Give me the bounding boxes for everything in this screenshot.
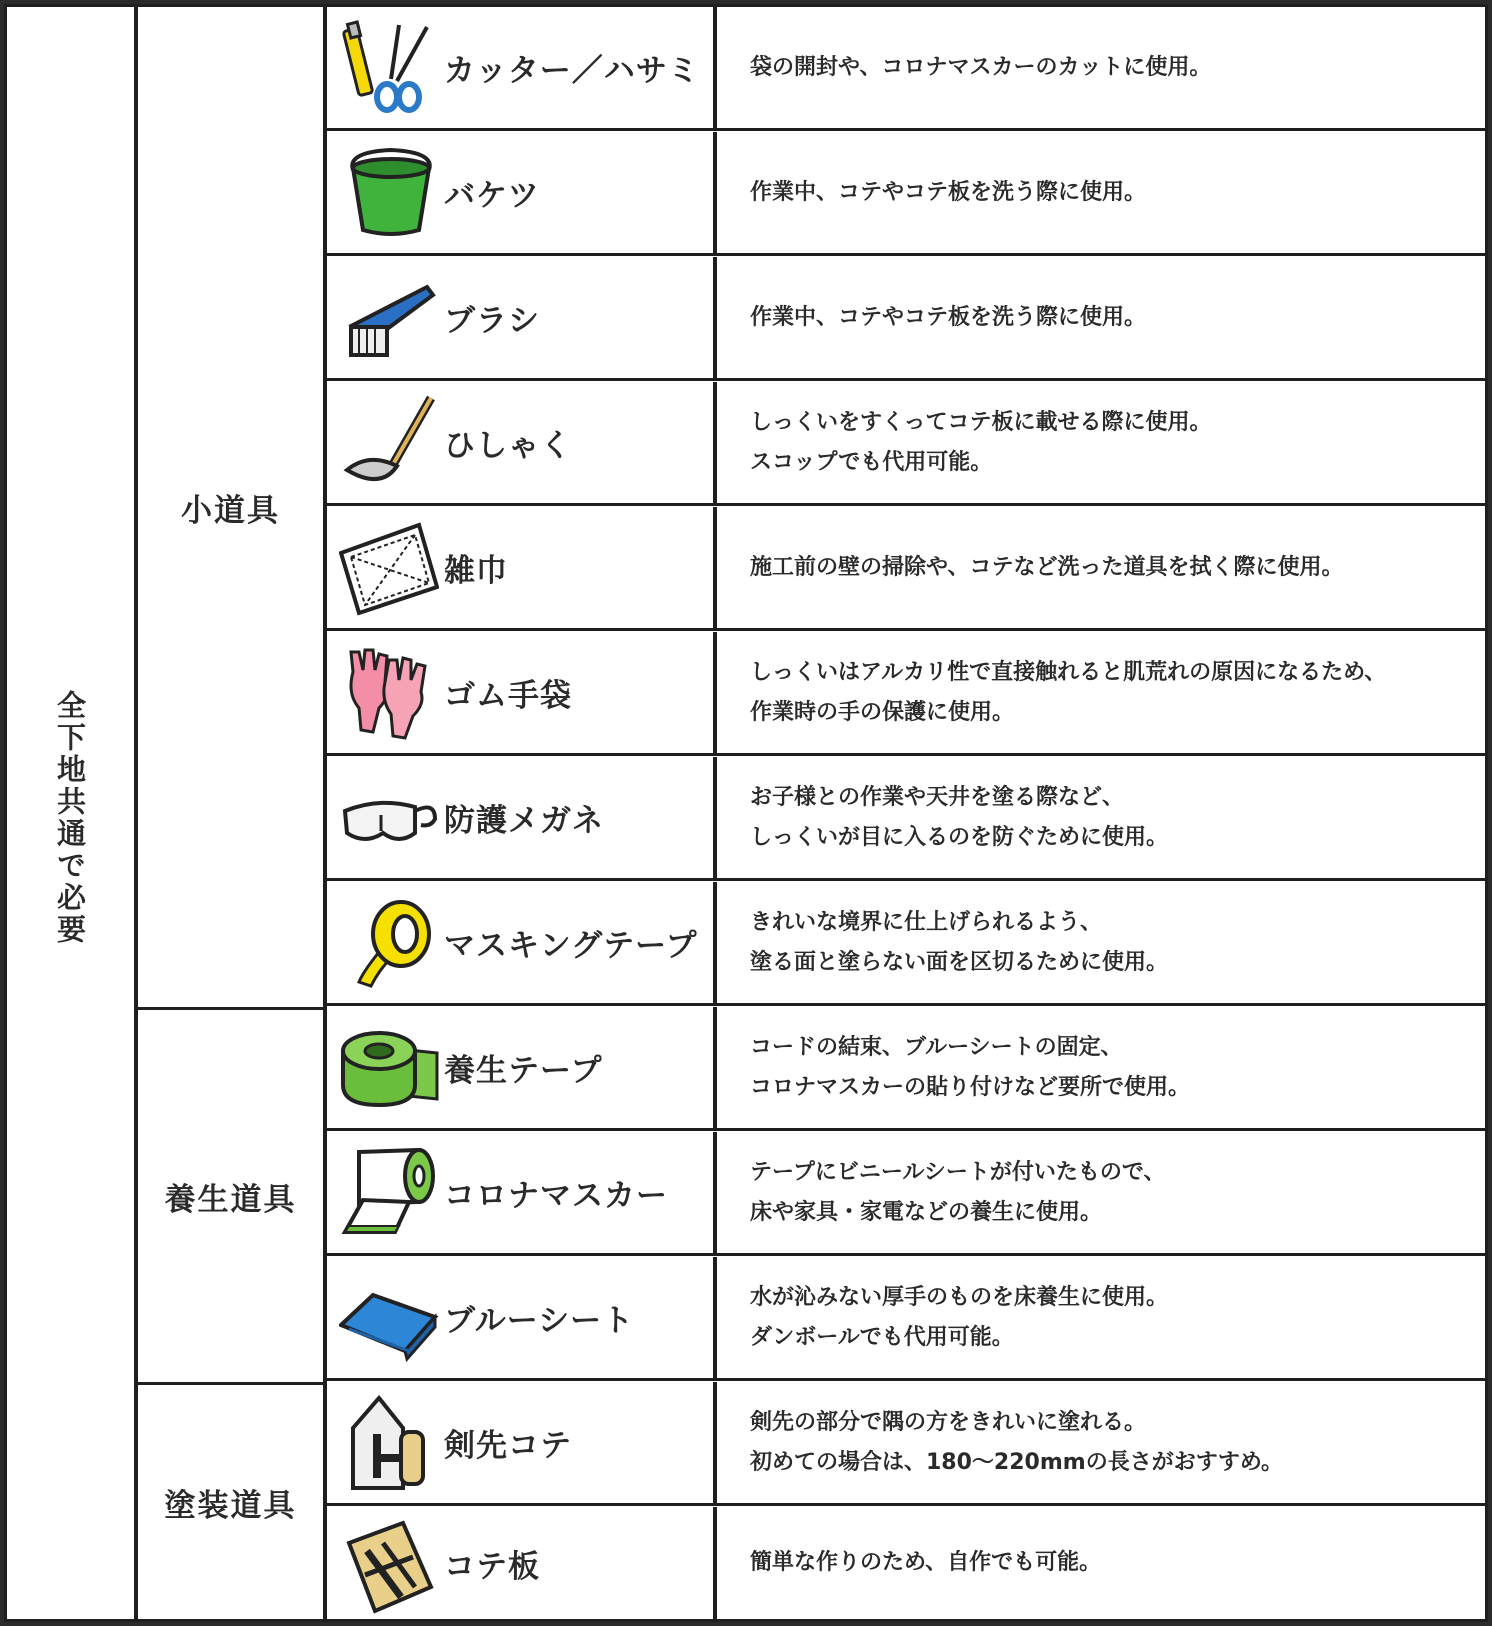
- description-line: 簡単な作りのため、自作でも可能。: [750, 1550, 1102, 1575]
- tool-description: [717, 507, 1485, 628]
- tool-description: [717, 1132, 1485, 1253]
- tool-rows: [327, 7, 1485, 1619]
- tool-name: ゴム手袋: [444, 678, 572, 714]
- tool-name: ひしゃく: [444, 428, 572, 464]
- tool-cell: [327, 1507, 717, 1619]
- description-line: 剣先の部分で隅の方をきれいに塗れる。: [750, 1409, 1147, 1435]
- brush-icon: [339, 267, 439, 367]
- masker-icon: [339, 1142, 439, 1242]
- table-row: [327, 1132, 1485, 1256]
- table-row: [327, 507, 1485, 631]
- ladle-icon: [339, 392, 439, 492]
- description-line: スコップでも代用可能。: [750, 449, 993, 475]
- description-line: テープにビニールシートが付いたもので、: [750, 1159, 1166, 1185]
- tool-name: コロナマスカー: [444, 1178, 668, 1214]
- tool-description: [717, 1257, 1485, 1378]
- tool-name: 雑巾: [444, 553, 508, 589]
- tool-name: コテ板: [444, 1548, 540, 1585]
- table-row: [327, 1007, 1485, 1131]
- description-line: 水が沁みない厚手のものを床養生に使用。: [750, 1284, 1169, 1310]
- description-line: きれいな境界に仕上げられるよう、: [750, 909, 1103, 935]
- table-row: [327, 132, 1485, 256]
- curing-tape-icon: [339, 1017, 439, 1117]
- description-line: しっくいをすくってコテ板に載せる際に使用。: [750, 409, 1212, 435]
- description-line: コロナマスカーの貼り付けなど要所で使用。: [750, 1074, 1191, 1100]
- masking-tape-icon: [339, 892, 439, 992]
- table-row: [327, 1382, 1485, 1506]
- tool-description: [717, 632, 1485, 753]
- description-line: しっくいはアルカリ性で直接触れると肌荒れの原因になるため、: [750, 659, 1387, 685]
- tool-description: [717, 882, 1485, 1003]
- hawk-board-icon: [339, 1517, 439, 1617]
- blue-sheet-icon: [339, 1267, 439, 1367]
- tool-name: ブルーシート: [444, 1303, 635, 1339]
- description-line: 塗る面と塗らない面を区切るために使用。: [750, 949, 1169, 975]
- tool-name: 養生テープ: [444, 1053, 603, 1089]
- table-row: [327, 1507, 1485, 1619]
- tool-cell: [327, 632, 717, 753]
- goggles-icon: [339, 767, 439, 867]
- description-line: 初めての場合は、180〜220mmの長さがおすすめ。: [750, 1449, 1284, 1475]
- tool-cell: [327, 507, 717, 628]
- table-row: [327, 632, 1485, 756]
- tool-description: [717, 382, 1485, 503]
- tool-cell: [327, 882, 717, 1003]
- tool-description: [717, 132, 1485, 253]
- tool-cell: [327, 132, 717, 253]
- tool-cell: [327, 1007, 717, 1128]
- tool-name: カッター／ハサミ: [444, 53, 700, 89]
- description-line: 作業中、コテやコテ板を洗う際に使用。: [750, 304, 1147, 330]
- tool-name: 防護メガネ: [444, 803, 604, 839]
- bucket-icon: [339, 142, 439, 242]
- tool-cell: [327, 1382, 717, 1503]
- cloth-icon: [339, 517, 439, 617]
- tool-cell: [327, 1132, 717, 1253]
- description-line: 床や家具・家電などの養生に使用。: [750, 1199, 1103, 1225]
- tool-cell: [327, 757, 717, 878]
- tool-name: ブラシ: [444, 303, 540, 339]
- table-row: [327, 257, 1485, 381]
- tool-cell: [327, 382, 717, 503]
- table-row: [327, 1257, 1485, 1381]
- tool-description: [717, 757, 1485, 878]
- tool-name: 剣先コテ: [444, 1428, 572, 1464]
- description-line: お子様との作業や天井を塗る際など、: [750, 784, 1125, 810]
- tool-description: [717, 1007, 1485, 1128]
- table-row: [327, 382, 1485, 506]
- tools-table: [4, 4, 1488, 1622]
- category-coating-tools: 塗装道具: [138, 1382, 323, 1619]
- tool-name: バケツ: [444, 178, 540, 214]
- tool-cell: [327, 1257, 717, 1378]
- description-line: コードの結束、ブルーシートの固定、: [750, 1034, 1123, 1060]
- category-small-tools: 小道具: [181, 492, 280, 529]
- all-substrates-column: [7, 7, 138, 1619]
- tool-cell: [327, 257, 717, 378]
- tool-description: [717, 1507, 1485, 1619]
- gloves-icon: [339, 642, 439, 742]
- description-line: 施工前の壁の掃除や、コテなど洗った道具を拭く際に使用。: [750, 554, 1344, 580]
- tool-description: [717, 7, 1485, 128]
- tool-name: マスキングテープ: [444, 928, 698, 964]
- description-line: 袋の開封や、コロナマスカーのカットに使用。: [750, 54, 1212, 80]
- description-line: 作業中、コテやコテ板を洗う際に使用。: [750, 179, 1147, 205]
- tool-description: [717, 257, 1485, 378]
- scissors-cutter-icon: [339, 17, 439, 117]
- description-line: しっくいが目に入るのを防ぐために使用。: [750, 824, 1169, 850]
- table-row: [327, 757, 1485, 881]
- table-row: [327, 882, 1485, 1006]
- tool-cell: [327, 7, 717, 128]
- description-line: 作業時の手の保護に使用。: [750, 699, 1015, 725]
- all-substrates-label: 全下地共通で必要: [53, 690, 87, 946]
- category-curing-tools: 養生道具: [138, 1007, 323, 1382]
- table-row: [327, 7, 1485, 131]
- category-column: [138, 7, 327, 1619]
- description-line: ダンボールでも代用可能。: [750, 1324, 1014, 1350]
- tool-description: [717, 1382, 1485, 1503]
- trowel-icon: [339, 1392, 439, 1492]
